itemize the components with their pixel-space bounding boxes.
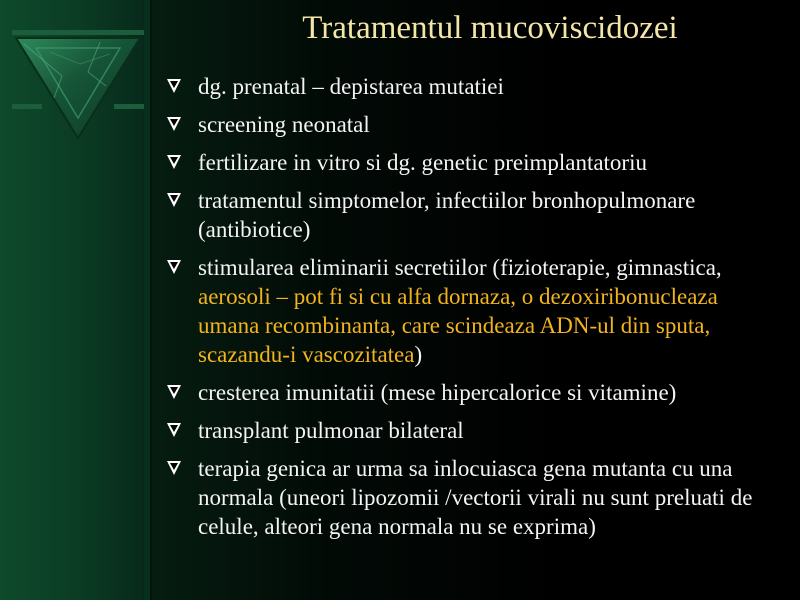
bullet-list bbox=[162, 72, 782, 550]
bullet-text: tratamentul simptomelor, infectiilor bronhopulmonare (antibiotice) bbox=[198, 188, 696, 242]
bullet-item bbox=[162, 416, 782, 445]
bullet-item bbox=[162, 72, 782, 101]
bullet-item bbox=[162, 148, 782, 177]
bullet-item bbox=[162, 378, 782, 407]
bullet-text-pre: stimularea eliminarii secretiilor (fizioterapie, gimnastica, bbox=[198, 255, 722, 280]
bullet-text bbox=[198, 255, 722, 367]
bullet-item bbox=[162, 186, 782, 244]
bullet-highlight: aerosoli – pot fi si cu alfa dornaza, o dezoxiribonucleaza umana recombinanta, care scindeaza ADN-ul din sputa, scazandu-i vascozitatea bbox=[198, 284, 718, 367]
bullet-text: fertilizare in vitro si dg. genetic preimplantatoriu bbox=[198, 150, 647, 175]
bullet-text: screening neonatal bbox=[198, 112, 370, 137]
arrowhead-bullet-icon bbox=[166, 154, 182, 170]
bullet-text-post: ) bbox=[414, 342, 423, 367]
arrowhead-bullet-icon bbox=[166, 384, 182, 400]
bullet-item bbox=[162, 253, 782, 369]
arrowhead-bullet-icon bbox=[166, 192, 182, 208]
bullet-text: terapia genica ar urma sa inlocuiasca gena mutanta cu una normala (uneori lipozomii /vectorii virali nu sunt preluati de celule, alteori gena normala nu se exprima) bbox=[198, 456, 753, 539]
arrowhead-bullet-icon bbox=[166, 259, 182, 275]
arrowhead-bullet-icon bbox=[166, 116, 182, 132]
bullet-item bbox=[162, 454, 782, 541]
bullet-text: cresterea imunitatii (mese hipercalorice si vitamine) bbox=[198, 380, 677, 405]
arrowhead-bullet-icon bbox=[166, 460, 182, 476]
arrowhead-bullet-icon bbox=[166, 78, 182, 94]
bullet-text: dg. prenatal – depistarea mutatiei bbox=[198, 74, 504, 99]
bullet-text: transplant pulmonar bilateral bbox=[198, 418, 464, 443]
slide-title: Tratamentul mucoviscidozei bbox=[302, 10, 678, 46]
arrowhead-bullet-icon bbox=[166, 422, 182, 438]
triangle-emblem-icon bbox=[10, 28, 146, 140]
bullet-item bbox=[162, 110, 782, 139]
